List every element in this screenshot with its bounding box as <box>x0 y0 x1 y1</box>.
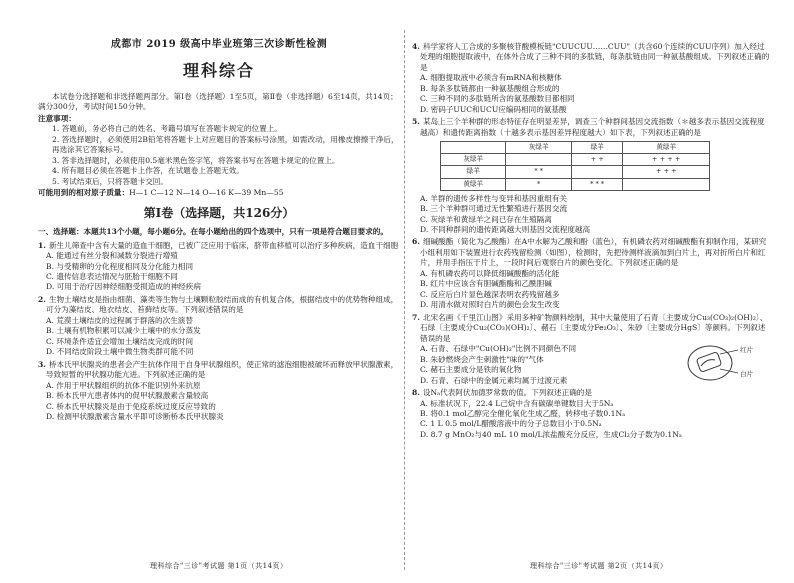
table-cell: * * * <box>571 178 623 190</box>
table-row <box>441 178 710 190</box>
section-instructions: 一、选择题：本题共13个小题，每小题6分。在每小题给出的四个选项中，只有一项是符合题目要求的。 <box>38 227 388 237</box>
note-item: 5. 考试结束后，只将答题卡交回。 <box>52 176 168 186</box>
intro-paragraph: 本试卷分选择题和非选择题两部分。第Ⅰ卷（选择题）1至5页，第Ⅱ卷（非选择题）6至14页，共14页；满分300分，考试时间150分钟。 <box>38 91 398 112</box>
option-a: A. 能通过有丝分裂和减数分裂进行增殖 <box>46 251 178 261</box>
table-cell: 灰绿羊 <box>441 154 506 166</box>
question-number: 2. <box>38 294 46 304</box>
note-item: 4. 所有题目必须在答题卡上作答，在试题卷上答题无效。 <box>52 166 244 176</box>
label-white-strip: 白片 <box>740 370 753 378</box>
question-1 <box>38 241 400 293</box>
option-a: A. 作用于甲状腺组织的抗体不能识别外来抗原 <box>46 380 201 390</box>
table-header: 灰绿羊 <box>506 142 571 154</box>
right-page <box>412 0 772 583</box>
question-3 <box>38 360 400 423</box>
question-2 <box>38 295 400 358</box>
notes-title: 注意事项： <box>38 113 76 123</box>
option-b: B. 桥本氏甲亢患者体内的促甲状腺激素含量较高 <box>46 391 209 401</box>
question-4 <box>412 42 772 115</box>
question-stem: 设Nₐ代表阿伏加德罗常数的值。下列叙述正确的是 <box>422 388 592 398</box>
option-d: D. 不同种群间的遗传距离越大则基因交流程度越高 <box>420 225 591 234</box>
option-a: A. 标准状况下，22.4 L己烷中含有碳碳单键数目大于5Nₐ <box>420 398 614 408</box>
option-c: C. 赭石主要成分是铁的氧化物 <box>420 365 522 375</box>
question-stem: 细碱酸酯（简化为乙酸酯）在A中水解为乙酸和酚（蓝色），有机磷农药对细碱酸酯有抑制作用，某研究小组利用如下装置进行农药残留检测（如图），检测时，先把待测样液滴加到白片上，再对折所白片和红片，并用手指压于片上，一段时间后观察白片的颜色变化。下列叙述正确的是 <box>420 237 767 268</box>
option-b: B. 每条多肽链都由一种氨基酸组合形成的 <box>420 83 560 93</box>
question-number: 5. <box>412 117 420 127</box>
question-number: 4. <box>412 42 420 51</box>
table-header <box>441 142 506 154</box>
option-d: D. 检测甲状腺激素含量水平即可诊断桥本氏甲状腺炎 <box>46 412 224 422</box>
option-c: C. 环境条件适宜会增加土壤结皮完成的时间 <box>46 336 194 346</box>
question-stem: 新生儿筛查中含有大量的造血干细胞，已被广泛应用于临床，脐带血移植可以治疗多种疾病，造血干细胞 <box>48 240 399 250</box>
leader-line-top <box>720 350 738 354</box>
left-page <box>38 0 400 583</box>
question-number: 3. <box>38 359 46 369</box>
table-header: 绿羊 <box>571 142 623 154</box>
note-item: 1. 答题前，务必将自己的姓名、考籍号填写在答题卡规定的位置上。 <box>52 124 282 134</box>
label-red-strip: 红片 <box>740 346 753 354</box>
option-b: B. 红片中应该含有胆碱酯酶和乙酰胆碱 <box>420 279 552 289</box>
table-cell <box>571 166 623 178</box>
option-b: B. 三个羊种群可通过无性繁殖进行基因交流 <box>420 204 568 214</box>
option-c: C. 遗传信息表达情况与胚胎干细胞不同 <box>46 271 178 281</box>
table-row <box>441 154 710 166</box>
option-c: C. 灰绿羊和黄绿羊之间已存在生殖隔离 <box>420 214 552 224</box>
question-stem: 某岛上三个羊种群的形态特征存在明显差异，调查三个种群间基因交流指数（＊越多表示基因交流程度越高）和遗传距离指数（十越多表示基因差异程度越大）如下表，下列叙述正确的是 <box>420 117 765 137</box>
strip-shape <box>696 352 721 373</box>
option-a: A. 有机磷农药可以降低细碱酸酯的活化能 <box>420 268 560 278</box>
page-footer-right: 理科综合"三诊"考试题 第2页（共14页） <box>530 562 668 570</box>
option-d: D. 用清水做对照时白片的颜色会发生改变 <box>420 300 560 310</box>
option-b: B. 朱砂燃烧会产生刺激性"味的"气体 <box>420 354 544 364</box>
page-divider <box>404 30 405 570</box>
exam-title: 成都市 2019 级高中毕业班第三次诊断性检测 <box>110 39 328 50</box>
table-cell: + + + + <box>623 154 710 166</box>
table-cell: + + + <box>623 166 710 178</box>
card-outline <box>688 346 732 380</box>
question-number: 7. <box>412 312 420 322</box>
question-stem: 桥本氏甲状腺炎的患者会产生抗体作用于自身甲状腺组织，使正常的滤泡细胞被破坏而释放甲状腺激素，导致短暂的甲状腺功能亢进。下列叙述正确的是 <box>46 359 399 380</box>
question-stem: 生物土壤结皮是指由细菌、藻类等生物与土壤颗粒胶结而成的有机复合体，根据结皮中的优势物种组成，可分为藻结皮、地衣结皮、苔藓结皮等。下列叙述错误的是 <box>46 294 399 315</box>
table-row <box>441 166 710 178</box>
option-a: A. 石青、石绿中"Cu(OH)₂"比例不同颜色不同 <box>420 344 577 354</box>
option-b: B. 将0.1 mol乙醇完全催化氧化生成乙醛，转移电子数0.1Nₐ <box>420 408 626 418</box>
atomic-mass-label: 可能用到的相对原子质量： <box>38 188 130 198</box>
option-a: A. 羊群的遗传多样性与变异和基因重组有关 <box>420 193 567 203</box>
finger-shape <box>701 360 715 366</box>
table-header-row <box>441 142 710 154</box>
question-number: 1. <box>38 240 46 250</box>
section-title: 第Ⅰ卷（选择题，共126分） <box>143 205 295 220</box>
option-d: D. 不同结皮阶段土壤中微生物类群可能不同 <box>46 347 194 357</box>
subject-title: 理科综合 <box>182 60 255 80</box>
option-d: D. 8.7 g MnO₂与40 mL 10 mol/L浓盐酸充分反应，生成Cl₂分子数为0.1Nₐ <box>420 429 682 439</box>
option-c: C. 反应后白片显色越深表明农药残留越多 <box>420 289 560 299</box>
table-cell: + + <box>571 154 623 166</box>
table-cell: 黄绿羊 <box>441 178 506 190</box>
option-a: A. 细胞提取液中必须含有mRNA和核糖体 <box>420 73 562 83</box>
page-footer-left: 理科综合"三诊"考试题 第1页（共14页） <box>150 562 288 570</box>
option-c: C. 1 L 0.5 mol/L醋酸溶液中的分子总数目小于0.5Nₐ <box>420 419 602 429</box>
table-cell: * * <box>506 166 571 178</box>
question-number: 6. <box>412 237 420 247</box>
question-stem: 科学家将人工合成的多聚核苷酸模板链"CUUCUU……CUU"（共含60个连续的CUU序列）加入经过处理的细胞提取液中，在体外合成了三种不同的多肽链，每条肽链由同一种氨基酸组成。下列叙述正确的是 <box>420 42 770 72</box>
atomic-mass-line <box>38 188 400 198</box>
option-c: C. 桥本氏甲状腺炎是由于免疫系统过度反应导致的 <box>46 401 216 411</box>
note-item: 2. 答选择题时，必须使用2B铅笔将答题卡上对应题目的答案标号涂黑，如需改动，用橡皮擦擦干净后，再选涂其它答案标号。 <box>52 134 399 155</box>
gene-flow-table <box>440 141 710 190</box>
question-stem: 北宋名画《千里江山图》采用多种矿物颜料绘制，其中大量使用了石青〔主要成分Cu₃(CO₃)₂(OH)₂〕、石绿〔主要成分Cu₂(CO₃)(OH)₂〕、赭石〔主要成分Fe₂O₃〕、朱砂〔主要成分HgS〕等颜料。下列叙述错误的是 <box>420 312 768 343</box>
table-cell: * <box>506 178 571 190</box>
table-cell: 绿羊 <box>441 166 506 178</box>
option-a: A. 荒漠土壤结皮的过程属于群落的次生演替 <box>46 315 193 325</box>
option-d: D. 可用于治疗因神经细胞受损造成的神经疾病 <box>46 282 201 292</box>
note-item: 3. 答非选择题时，必须使用0.5毫米黑色签字笔，将答案书写在答题卡规定的位置上。 <box>52 155 340 165</box>
atomic-mass-values: H—1 C—12 N—14 O—16 K—39 Mn—55 <box>129 188 284 198</box>
table-cell <box>506 154 571 166</box>
option-b: B. 与受精卵的分化程度相同及分化能力相同 <box>46 261 194 271</box>
option-d: D. 石青、石绿中的金属元素均属于过渡元素 <box>420 375 568 385</box>
option-d: D. 密码子UUC和UCU应编码相同的氨基酸 <box>420 104 567 114</box>
option-c: C. 三种不同的多肽链所含的氨基酸数目都相同 <box>420 94 575 104</box>
question-8 <box>412 388 772 440</box>
option-b: B. 土壤有机物积累可以减少土壤中的水分蒸发 <box>46 326 201 336</box>
test-strip-figure <box>684 339 764 383</box>
table-cell <box>623 178 710 190</box>
question-number: 8. <box>412 388 420 398</box>
question-5 <box>412 117 772 235</box>
question-6 <box>412 237 772 310</box>
table-header: 黄绿羊 <box>623 142 710 154</box>
